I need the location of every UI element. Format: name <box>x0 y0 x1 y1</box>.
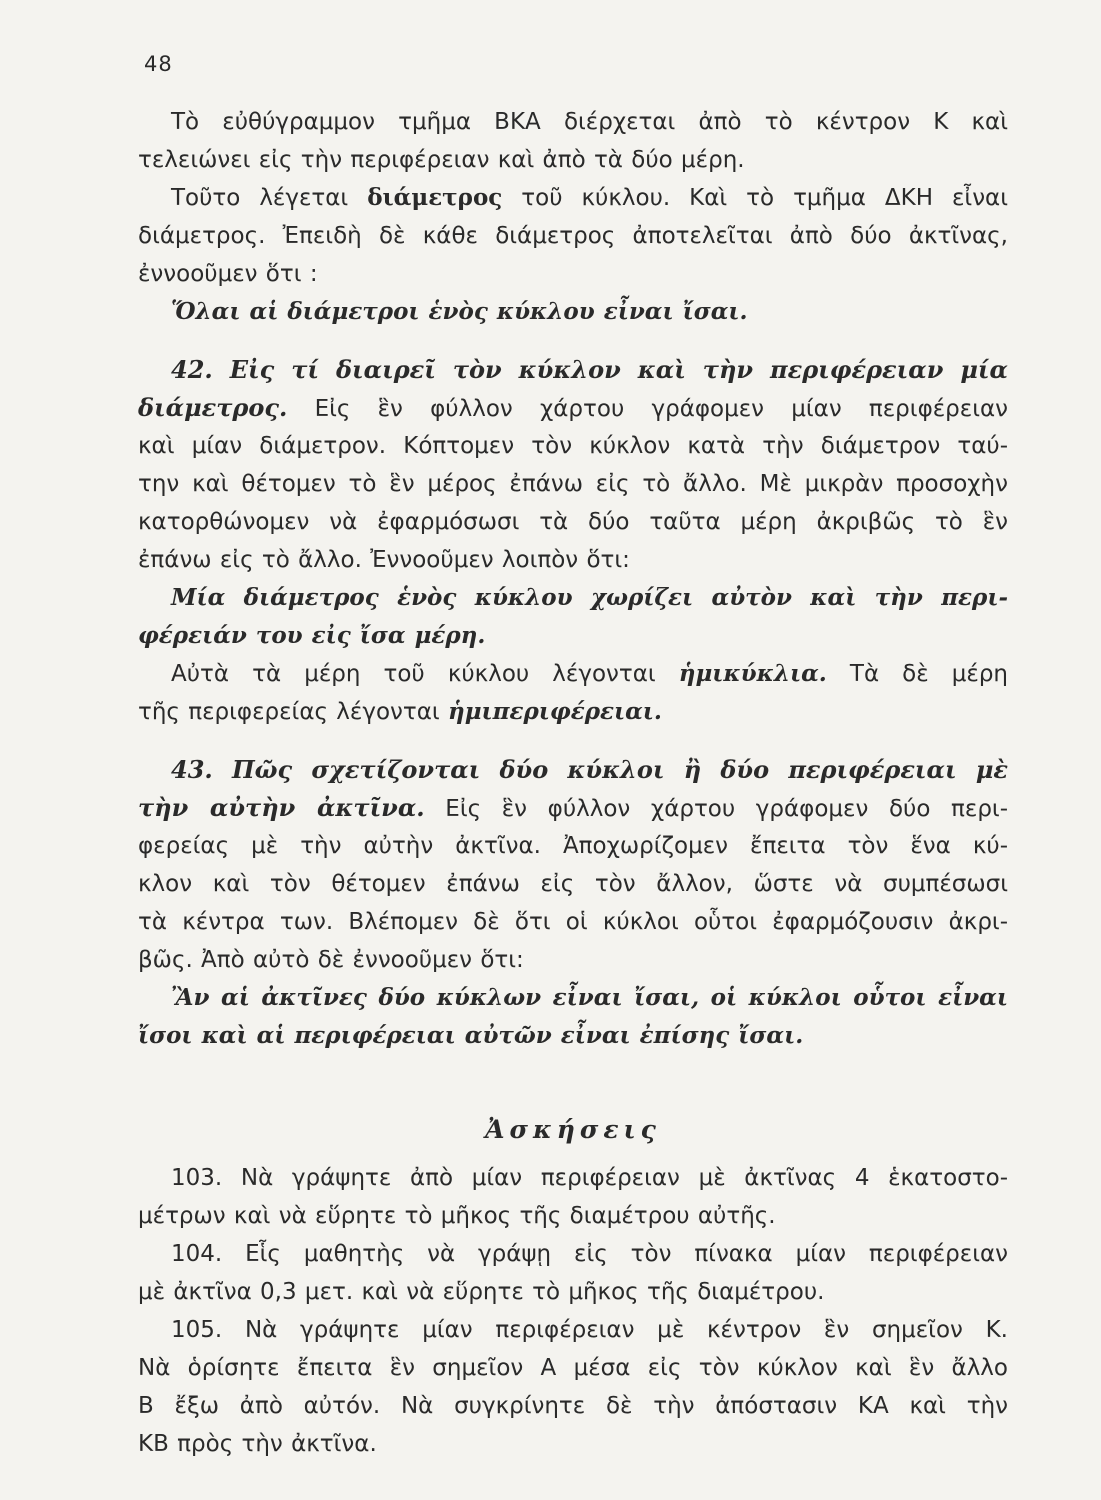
text-line <box>138 179 1008 217</box>
text-line <box>138 693 1008 731</box>
text-line: τὰ κέντρα των. Βλέπομεν δὲ ὅτι οἱ κύκλοι οὗτοι ἐφαρμόζουσιν ἀκρι- <box>138 909 1008 935</box>
rule-statement: φέρειάν του εἰς ἴσα μέρη. <box>138 622 486 649</box>
term-diameter: διάμετρος <box>367 184 503 211</box>
text-line: διάμετρος. Ἐπειδὴ δὲ κάθε διάμετρος ἀποτελεῖται ἀπὸ δύο ἀκτῖνας, <box>138 223 1008 249</box>
text-line: βῶς. Ἀπὸ αὐτὸ δὲ ἐννοοῦμεν ὅτι: <box>138 947 524 973</box>
text-line: Β ἔξω ἀπὸ αὐτόν. Νὰ συγκρίνητε δὲ τὴν ἀπόστασιν ΚΑ καὶ τὴν <box>138 1393 1008 1419</box>
text-line: φερείας μὲ τὴν αὐτὴν ἀκτῖνα. Ἀποχωρίζομεν ἔπειτα τὸν ἕνα κύ- <box>138 833 1008 859</box>
exercise-103 <box>138 1159 1008 1235</box>
text-line <box>138 789 1008 827</box>
rule-statement: Ἂν αἱ ἀκτῖνες δύο κύκλων εἶναι ἴσαι, οἱ κύκλοι οὗτοι εἶναι <box>171 984 1008 1011</box>
text-line: κατορθώνομεν νὰ ἐφαρμόσωσι τὰ δύο ταῦτα μέρη ἀκριβῶς τὸ ἓν <box>138 509 1008 535</box>
section-42-title: 42. Εἰς τί διαιρεῖ τὸν κύκλον καὶ τὴν περιφέρειαν μία <box>171 355 1008 384</box>
exercise-105 <box>138 1311 1008 1463</box>
text-line: 104. Εἷς μαθητὴς νὰ γράψῃ εἰς τὸν πίνακα μίαν περιφέρειαν <box>171 1241 1008 1267</box>
text-line: Τὸ εὐθύγραμμον τμῆμα ΒΚΑ διέρχεται ἀπὸ τὸ κέντρον Κ καὶ <box>171 109 1008 135</box>
text-line <box>138 389 1008 427</box>
text-line: τελειώνει εἰς τὴν περιφέρειαν καὶ ἀπὸ τὰ δύο μέρη. <box>138 147 745 173</box>
text-line: την καὶ θέτομεν τὸ ἓν μέρος ἐπάνω εἰς τὸ ἄλλο. Μὲ μικρὰν προσοχὴν <box>138 471 1008 497</box>
text-span: τοῦ κύκλου. Καὶ τὸ τμῆμα ΔΚΗ εἶναι <box>502 185 1008 211</box>
text-line: καὶ μίαν διάμετρον. Κόπτομεν τὸν κύκλον κατὰ τὴν διάμετρον ταύ- <box>138 433 1008 459</box>
rule-statement: Μία διάμετρος ἑνὸς κύκλου χωρίζει αὐτὸν καὶ τὴν περι- <box>171 584 1008 611</box>
text-line: μὲ ἀκτῖνα 0,3 μετ. καὶ νὰ εὕρητε τὸ μῆκος τῆς διαμέτρου. <box>138 1279 825 1305</box>
text-line: 103. Νὰ γράψητε ἀπὸ μίαν περιφέρειαν μὲ ἀκτῖνας 4 ἑκατοστο- <box>171 1165 1008 1191</box>
text-span: Τὰ δὲ μέρη <box>826 661 1008 687</box>
text-span: Εἰς ἓν φύλλον χάρτου γράφομεν μίαν περιφέρειαν <box>287 396 1008 422</box>
text-span: τῆς περιφερείας λέγονται <box>138 699 448 725</box>
section-43-title-end: τὴν αὐτὴν ἀκτῖνα. <box>138 793 425 822</box>
exercises-heading: Ἀσκήσεις <box>485 1115 661 1144</box>
section-42-title-end: διάμετρος. <box>138 393 288 422</box>
text-span: Τοῦτο λέγεται <box>171 185 368 211</box>
term-semicircles: ἡμικύκλια. <box>678 660 827 687</box>
text-line: μέτρων καὶ νὰ εὕρητε τὸ μῆκος τῆς διαμέτρου αὐτῆς. <box>138 1203 776 1229</box>
exercise-104 <box>138 1235 1008 1311</box>
text-line: Νὰ ὁρίσητε ἔπειτα ἓν σημεῖον Α μέσα εἰς τὸν κύκλον καὶ ἓν ἄλλο <box>138 1355 1008 1381</box>
text-line: κλον καὶ τὸν θέτομεν ἐπάνω εἰς τὸν ἄλλον, ὥστε νὰ συμπέσωσι <box>138 871 1008 897</box>
rule-statement: Ὅλαι αἱ διάμετροι ἑνὸς κύκλου εἶναι ἴσαι. <box>171 298 748 325</box>
text-line: ἐννοοῦμεν ὅτι : <box>138 261 318 287</box>
rule-statement: ἴσοι καὶ αἱ περιφέρειαι αὐτῶν εἶναι ἐπίσης ἴσαι. <box>138 1022 804 1049</box>
text-span: Εἰς ἓν φύλλον χάρτου γράφομεν δύο περι- <box>424 796 1008 822</box>
text-span: Αὐτὰ τὰ μέρη τοῦ κύκλου λέγονται <box>171 661 679 687</box>
text-line: 105. Νὰ γράψητε μίαν περιφέρειαν μὲ κέντρον ἓν σημεῖον Κ. <box>171 1317 1008 1343</box>
page-number: 48 <box>144 52 173 76</box>
text-line <box>138 655 1008 693</box>
page-body <box>138 103 1008 1463</box>
section-43-title: 43. Πῶς σχετίζονται δύο κύκλοι ἢ δύο περιφέρειαι μὲ <box>171 755 1008 784</box>
term-semiperimeters: ἡμιπεριφέρειαι. <box>447 698 662 725</box>
text-line: ἐπάνω εἰς τὸ ἄλλο. Ἐννοοῦμεν λοιπὸν ὅτι: <box>138 547 630 573</box>
text-line: ΚΒ πρὸς τὴν ἀκτῖνα. <box>138 1431 377 1457</box>
